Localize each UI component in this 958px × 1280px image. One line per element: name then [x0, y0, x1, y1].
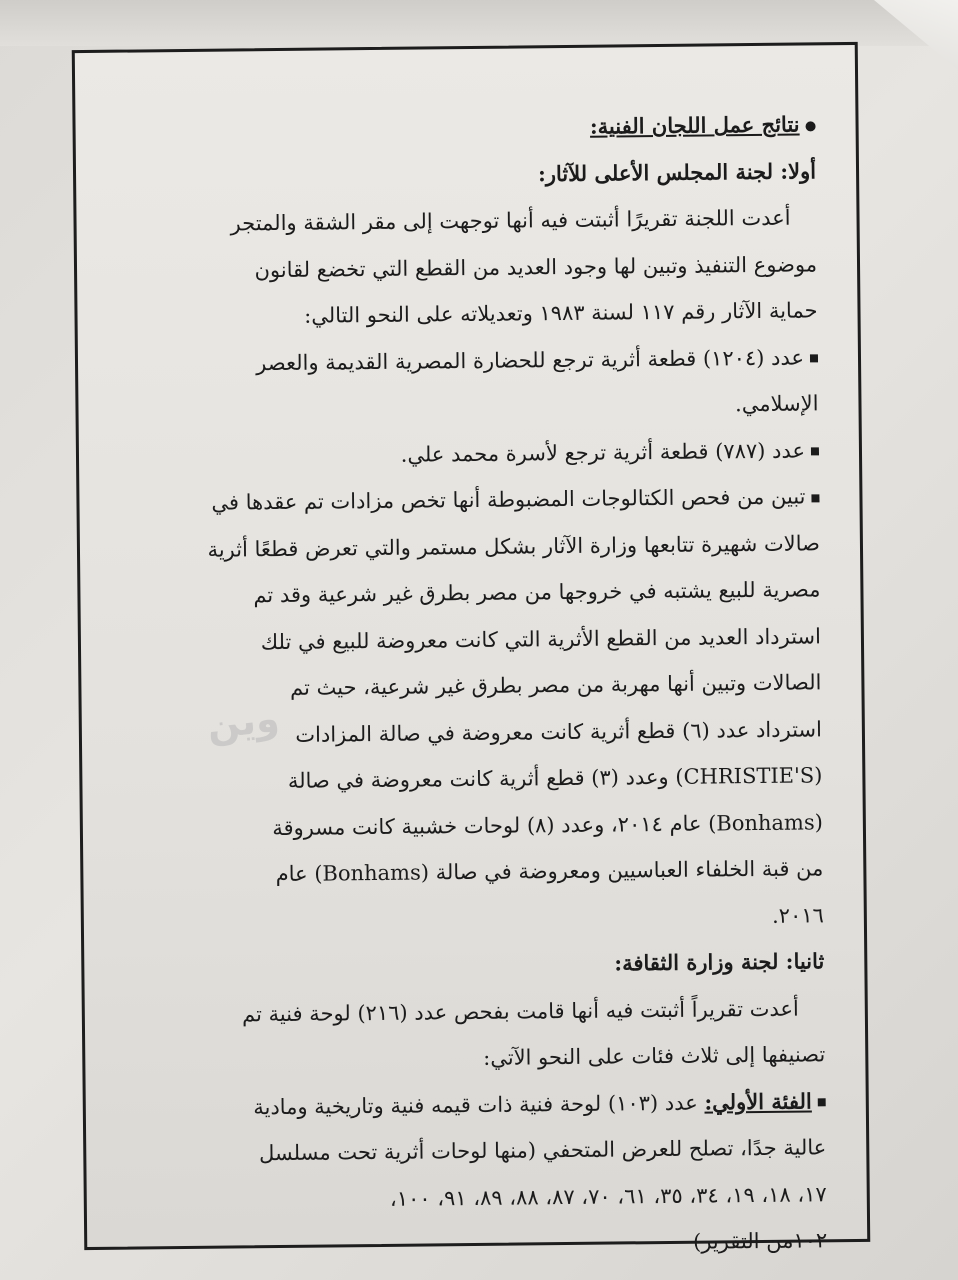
bullet-3-line-10: ٢٠١٦. — [771, 902, 824, 928]
first-heading: أولا: لجنة المجلس الأعلى للآثار: — [537, 157, 817, 186]
bullet-2: عدد (٧٨٧) قطعة أثرية ترجع لأسرة محمد علي. — [119, 427, 819, 481]
square-bullet-icon — [811, 494, 819, 502]
category-1-line-4: ١٠٢من التقرير) — [692, 1228, 828, 1254]
bullet-3-line-9: من قبة الخلفاء العباسيين ومعروضة في صالة (Bonhams) عام — [275, 856, 824, 887]
category-1-line-2: عالية جدًا، تصلح للعرض المتحفي (منها لوحات أثرية تحت مسلسل — [258, 1135, 827, 1166]
bullet-1-line-1: عدد (١٢٠٤) قطعة أثرية ترجع للحضارة المصرية القديمة والعصر — [118, 334, 818, 388]
bullet-1-line-2: الإسلامي. — [734, 391, 819, 417]
bullet-3-line-4: استرداد العديد من القطع الأثرية التي كانت معروضة للبيع في تلك — [260, 623, 822, 654]
first-para-line-1: أعدت اللجنة تقريرًا أثبتت فيه أنها توجهت إلى مقر الشقة والمتجر — [230, 205, 791, 236]
bullet-3-line-3: مصرية للبيع يشتبه في خروجها من مصر بطرق غير شرعية وقد تم — [253, 577, 821, 608]
bullet-dot-icon — [806, 121, 816, 131]
bullet-3-line-1: تبين من فحص الكتالوجات المضبوطة أنها تخص مزادات تم عقدها في — [119, 473, 819, 527]
category-1-label: الفئة الأولي: — [704, 1087, 812, 1115]
main-heading: نتائج عمل اللجان الفنية: — [115, 101, 815, 155]
second-heading: ثانيا: لجنة وزارة الثقافة: — [614, 948, 825, 976]
second-para-line-1: أعدت تقريراً أثبتت فيه أنها قامت بفحص عدد (٢١٦) لوحة فنية تم — [241, 996, 799, 1026]
category-1-line-3: ١٧، ١٨، ١٩، ٣٤، ٣٥، ٦١، ٧٠، ٨٧، ٨٨، ٨٩، ٩١، ١٠٠، — [389, 1181, 827, 1211]
bullet-3-line-2: صالات شهيرة تتابعها وزارة الآثار بشكل مستمر والتي تعرض قطعًا أثرية — [207, 530, 821, 562]
bullet-3-line-7: (CHRISTIE'S) وعدد (٣) قطع أثرية كانت معروضة في صالة — [287, 763, 823, 793]
category-1-line-1: الفئة الأولي: عدد (١٠٣) لوحة فنية ذات قيمه فنية وتاريخية ومادية — [126, 1078, 826, 1132]
paper-background-top — [0, 0, 958, 46]
square-bullet-icon — [811, 447, 819, 455]
square-bullet-icon — [810, 354, 818, 362]
document-frame — [72, 42, 871, 1254]
document-body — [115, 101, 827, 1271]
bullet-3-line-5: الصالات وتبين أنها مهربة من مصر بطرق غير شرعية، حيث تم — [289, 670, 822, 700]
first-para-line-3: حماية الآثار رقم ١١٧ لسنة ١٩٨٣ وتعديلاته على النحو التالي: — [304, 298, 818, 328]
second-para-line-2: تصنيفها إلى ثلاث فئات على النحو الآتي: — [483, 1042, 826, 1070]
bullet-3-line-6: استرداد عدد (٦) قطع أثرية كانت معروضة في صالة المزادات — [295, 716, 823, 747]
bullet-3-line-8: (Bonhams) عام ٢٠١٤، وعدد (٨) لوحات خشبية كانت مسروقة — [272, 809, 823, 840]
first-para-line-2: موضوع التنفيذ وتبين لها وجود العديد من القطع التي تخضع لقانون — [254, 251, 818, 282]
square-bullet-icon — [818, 1098, 826, 1106]
watermark-logo: وين — [204, 695, 282, 748]
